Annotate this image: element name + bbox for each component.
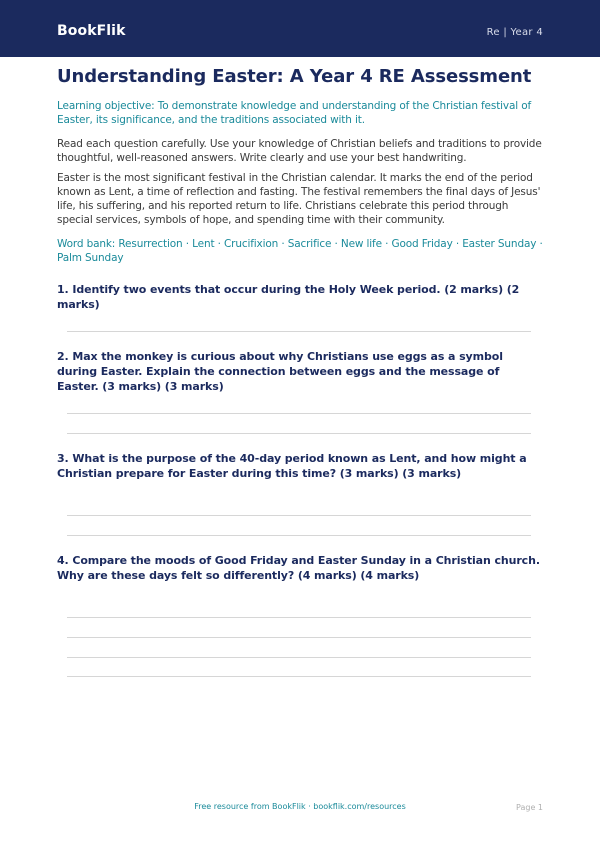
- page-number: Page 1: [516, 803, 543, 812]
- question-3: 3. What is the purpose of the 40-day period known as Lent, and how might a Christian prepare for Easter during this time? (3 marks) (3 marks): [57, 452, 527, 480]
- answer-line[interactable]: [67, 433, 531, 434]
- word-bank: Word bank: Resurrection · Lent · Crucifixion · Sacrifice · New life · Good Friday · Easter Sunday · Palm Sunday: [57, 238, 543, 264]
- brand-logo: BookFlik: [57, 23, 126, 39]
- page-header: [0, 0, 600, 57]
- question-4: 4. Compare the moods of Good Friday and Easter Sunday in a Christian church. Why are these days felt so differently? (4 marks) (4 marks): [57, 554, 540, 582]
- answer-line[interactable]: [67, 657, 531, 658]
- answer-line[interactable]: [67, 535, 531, 536]
- question-1: 1. Identify two events that occur during the Holy Week period. (2 marks) (2 marks): [57, 283, 520, 311]
- answer-line[interactable]: [67, 515, 531, 516]
- answer-line[interactable]: [67, 331, 531, 332]
- answer-line[interactable]: [67, 637, 531, 638]
- page-title: Understanding Easter: A Year 4 RE Assessment: [57, 66, 532, 87]
- question-2: 2. Max the monkey is curious about why Christians use eggs as a symbol during Easter. Explain the connection between eggs and the message of Easter. (3 marks) (3 marks): [57, 350, 503, 393]
- answer-line[interactable]: [67, 413, 531, 414]
- context-paragraph: Easter is the most significant festival in the Christian calendar. It marks the end of the period known as Lent, a time of reflection and fasting. The festival remembers the final days of Jesus' life, his suffering, and his reported return to life. Christians celebrate this period through special services, symbols of hope, and spending time with their community.: [57, 172, 541, 226]
- answer-line[interactable]: [67, 617, 531, 618]
- answer-line[interactable]: [67, 676, 531, 677]
- learning-objective: Learning objective: To demonstrate knowledge and understanding of the Christian festival of Easter, its significance, and the traditions associated with it.: [57, 100, 532, 126]
- instructions: Read each question carefully. Use your knowledge of Christian beliefs and traditions to provide thoughtful, well-reasoned answers. Write clearly and use your best handwriting.: [57, 138, 542, 164]
- subject-label: Re | Year 4: [486, 27, 543, 38]
- footer-link[interactable]: Free resource from BookFlik · bookflik.com/resources: [194, 802, 406, 811]
